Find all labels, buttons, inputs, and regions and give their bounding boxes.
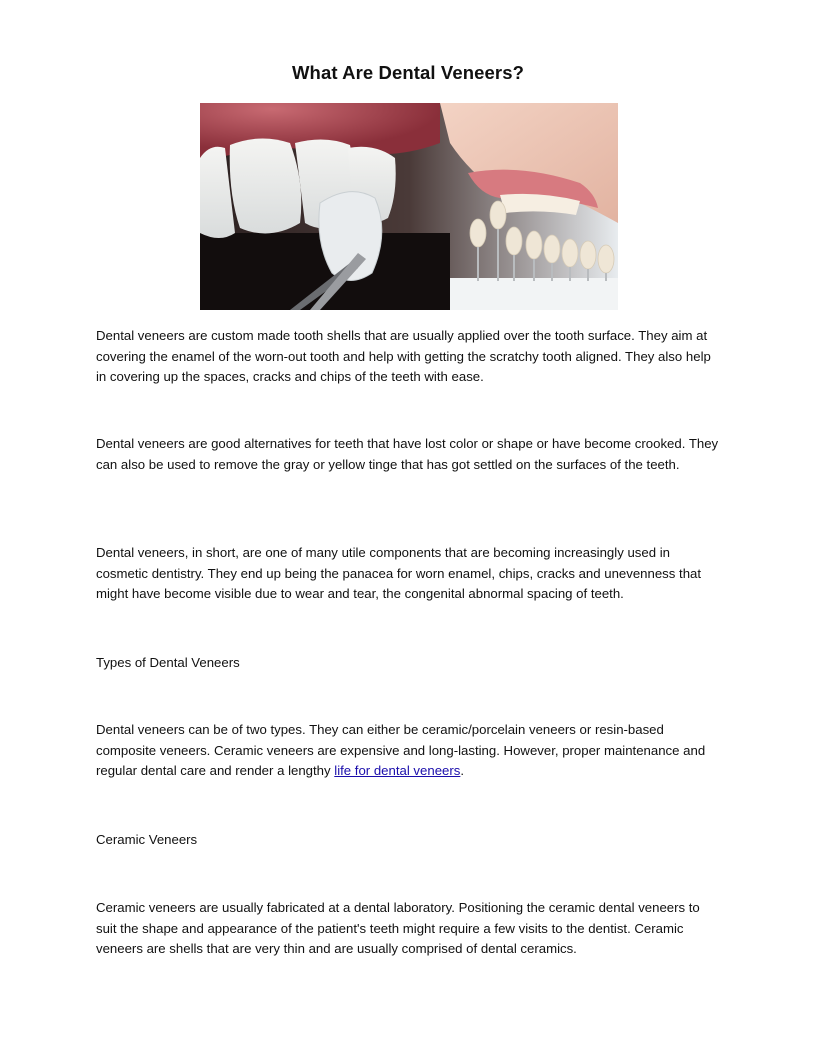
ceramic-paragraph: Ceramic veneers are usually fabricated at a dental laboratory. Positioning the ceramic dental veneers to suit the shape and appearance of the patient's teeth might require a few visits to the dentist. Ceramic veneers are shells that are very thin and are usually comprised of dental ceramics.	[96, 900, 700, 957]
summary-paragraph: Dental veneers, in short, are one of many utile components that are becoming increasingly used in cosmetic dentistry. They end up being the panacea for worn enamel, chips, cracks and unevenness that might have become visible due to wear and tear, the congenital abnormal spacing of teeth.	[96, 545, 702, 602]
dental-veneers-photo	[200, 103, 618, 310]
veneer-life-link[interactable]: life for dental veneers	[334, 763, 461, 779]
ceramic-heading: Ceramic Veneers	[96, 832, 198, 847]
types-text-after-link: .	[460, 763, 465, 779]
types-text-before-link: Dental veneers can be of two types. They can either be ceramic/porcelain veneers or resin-based composite veneers. Ceramic veneers are expensive and long-lasting. However, proper maintenance and regular dental care and render a lengthy	[96, 722, 706, 779]
types-heading: Types of Dental Veneers	[96, 655, 240, 670]
types-paragraph	[96, 720, 722, 782]
alternatives-paragraph: Dental veneers are good alternatives for teeth that have lost color or shape or have become crooked. They can also be used to remove the gray or yellow tinge that has got settled on the surfaces of the teeth.	[96, 436, 719, 472]
page-title: What Are Dental Veneers?	[291, 62, 524, 83]
intro-paragraph: Dental veneers are custom made tooth shells that are usually applied over the tooth surface. They aim at covering the enamel of the worn-out tooth and help with getting the scratchy tooth aligned. They also help in covering up the spaces, cracks and chips of the teeth with ease.	[96, 328, 711, 385]
